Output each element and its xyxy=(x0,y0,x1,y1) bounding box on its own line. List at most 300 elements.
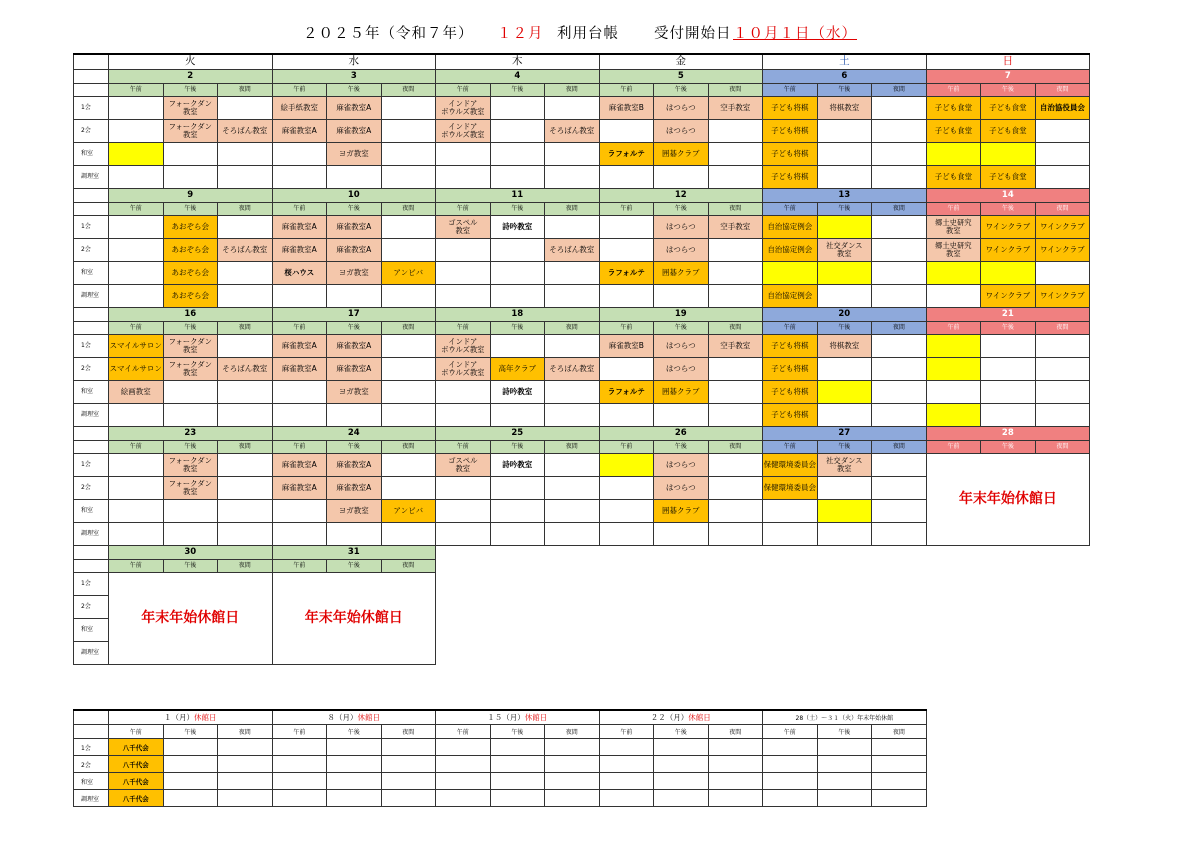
reservation-cell[interactable]: 空手教室 xyxy=(708,335,763,358)
reservation-cell[interactable] xyxy=(654,166,709,189)
reservation-cell[interactable] xyxy=(381,477,436,500)
reservation-cell[interactable] xyxy=(272,285,327,308)
reservation-cell[interactable] xyxy=(272,756,327,773)
reservation-cell[interactable] xyxy=(327,773,382,790)
reservation-cell[interactable] xyxy=(817,477,872,500)
reservation-cell[interactable]: 詩吟教室 xyxy=(490,216,545,239)
reservation-cell[interactable] xyxy=(708,381,763,404)
reservation-cell[interactable] xyxy=(327,166,382,189)
reservation-cell[interactable] xyxy=(708,477,763,500)
reservation-cell[interactable] xyxy=(926,404,981,427)
reservation-cell[interactable] xyxy=(490,143,545,166)
reservation-cell[interactable]: 将棋教室 xyxy=(817,97,872,120)
reservation-cell[interactable] xyxy=(599,216,654,239)
reservation-cell[interactable] xyxy=(436,262,491,285)
reservation-cell[interactable] xyxy=(381,756,436,773)
reservation-cell[interactable]: スマイルサロン xyxy=(109,335,164,358)
reservation-cell[interactable]: はつらつ xyxy=(654,335,709,358)
reservation-cell[interactable] xyxy=(163,790,218,807)
reservation-cell[interactable] xyxy=(708,756,763,773)
reservation-cell[interactable] xyxy=(436,756,491,773)
reservation-cell[interactable] xyxy=(872,239,927,262)
reservation-cell[interactable] xyxy=(490,773,545,790)
reservation-cell[interactable]: そろばん教室 xyxy=(218,239,273,262)
reservation-cell[interactable] xyxy=(545,756,600,773)
reservation-cell[interactable] xyxy=(763,739,818,756)
reservation-cell[interactable]: そろばん教室 xyxy=(545,239,600,262)
reservation-cell[interactable]: 麻雀教室A xyxy=(272,239,327,262)
reservation-cell[interactable] xyxy=(1035,358,1090,381)
reservation-cell[interactable] xyxy=(436,773,491,790)
reservation-cell[interactable] xyxy=(381,166,436,189)
reservation-cell[interactable]: はつらつ xyxy=(654,216,709,239)
reservation-cell[interactable]: 郷土史研究 教室 xyxy=(926,239,981,262)
reservation-cell[interactable]: はつらつ xyxy=(654,358,709,381)
reservation-cell[interactable] xyxy=(599,454,654,477)
reservation-cell[interactable] xyxy=(490,239,545,262)
reservation-cell[interactable] xyxy=(490,523,545,546)
reservation-cell[interactable]: はつらつ xyxy=(654,97,709,120)
reservation-cell[interactable] xyxy=(926,262,981,285)
reservation-cell[interactable]: 囲碁クラブ xyxy=(654,381,709,404)
reservation-cell[interactable] xyxy=(163,739,218,756)
reservation-cell[interactable]: インドア ボウルズ教室 xyxy=(436,120,491,143)
reservation-cell[interactable] xyxy=(708,500,763,523)
reservation-cell[interactable] xyxy=(490,404,545,427)
reservation-cell[interactable]: 麻雀教室A xyxy=(272,477,327,500)
reservation-cell[interactable]: ヨガ教室 xyxy=(327,381,382,404)
reservation-cell[interactable] xyxy=(327,790,382,807)
reservation-cell[interactable] xyxy=(1035,166,1090,189)
reservation-cell[interactable] xyxy=(872,262,927,285)
reservation-cell[interactable] xyxy=(218,523,273,546)
reservation-cell[interactable] xyxy=(599,773,654,790)
reservation-cell[interactable]: 将棋教室 xyxy=(817,335,872,358)
reservation-cell[interactable]: 囲碁クラブ xyxy=(654,143,709,166)
reservation-cell[interactable] xyxy=(817,773,872,790)
reservation-cell[interactable] xyxy=(218,773,273,790)
reservation-cell[interactable] xyxy=(109,120,164,143)
reservation-cell[interactable] xyxy=(599,166,654,189)
reservation-cell[interactable] xyxy=(490,335,545,358)
reservation-cell[interactable] xyxy=(163,500,218,523)
reservation-cell[interactable] xyxy=(872,381,927,404)
reservation-cell[interactable]: 自治協役員会 xyxy=(1035,97,1090,120)
reservation-cell[interactable]: ゴスペル 教室 xyxy=(436,454,491,477)
reservation-cell[interactable] xyxy=(545,216,600,239)
reservation-cell[interactable]: 八千代会 xyxy=(109,739,164,756)
reservation-cell[interactable] xyxy=(490,477,545,500)
reservation-cell[interactable]: 麻雀教室A xyxy=(327,97,382,120)
reservation-cell[interactable] xyxy=(1035,404,1090,427)
reservation-cell[interactable] xyxy=(654,523,709,546)
reservation-cell[interactable] xyxy=(436,239,491,262)
reservation-cell[interactable] xyxy=(381,454,436,477)
reservation-cell[interactable] xyxy=(872,285,927,308)
reservation-cell[interactable]: インドア ボウルズ教室 xyxy=(436,358,491,381)
reservation-cell[interactable]: 詩吟教室 xyxy=(490,381,545,404)
reservation-cell[interactable] xyxy=(817,166,872,189)
reservation-cell[interactable] xyxy=(490,120,545,143)
reservation-cell[interactable] xyxy=(545,262,600,285)
reservation-cell[interactable]: ワインクラブ xyxy=(1035,285,1090,308)
reservation-cell[interactable] xyxy=(381,143,436,166)
reservation-cell[interactable] xyxy=(327,285,382,308)
reservation-cell[interactable] xyxy=(218,262,273,285)
reservation-cell[interactable]: ワインクラブ xyxy=(981,239,1036,262)
reservation-cell[interactable] xyxy=(708,773,763,790)
reservation-cell[interactable]: 自治協定例会 xyxy=(763,239,818,262)
reservation-cell[interactable] xyxy=(981,381,1036,404)
reservation-cell[interactable] xyxy=(926,143,981,166)
reservation-cell[interactable] xyxy=(817,523,872,546)
reservation-cell[interactable] xyxy=(654,404,709,427)
reservation-cell[interactable] xyxy=(872,477,927,500)
reservation-cell[interactable] xyxy=(272,500,327,523)
reservation-cell[interactable] xyxy=(109,262,164,285)
reservation-cell[interactable] xyxy=(708,739,763,756)
reservation-cell[interactable]: フォークダン 教室 xyxy=(163,477,218,500)
reservation-cell[interactable]: ヨガ教室 xyxy=(327,500,382,523)
reservation-cell[interactable] xyxy=(272,773,327,790)
reservation-cell[interactable] xyxy=(926,335,981,358)
reservation-cell[interactable]: 絵手紙教室 xyxy=(272,97,327,120)
reservation-cell[interactable]: 麻雀教室A xyxy=(327,120,382,143)
reservation-cell[interactable] xyxy=(109,454,164,477)
reservation-cell[interactable] xyxy=(1035,335,1090,358)
reservation-cell[interactable] xyxy=(763,756,818,773)
reservation-cell[interactable]: ヨガ教室 xyxy=(327,262,382,285)
reservation-cell[interactable] xyxy=(599,239,654,262)
reservation-cell[interactable] xyxy=(708,404,763,427)
reservation-cell[interactable] xyxy=(708,523,763,546)
reservation-cell[interactable] xyxy=(490,97,545,120)
reservation-cell[interactable] xyxy=(163,166,218,189)
reservation-cell[interactable] xyxy=(218,381,273,404)
reservation-cell[interactable] xyxy=(545,404,600,427)
reservation-cell[interactable]: あおぞら会 xyxy=(163,216,218,239)
reservation-cell[interactable]: 桜ハウス xyxy=(272,262,327,285)
reservation-cell[interactable]: ワインクラブ xyxy=(1035,216,1090,239)
reservation-cell[interactable] xyxy=(218,756,273,773)
reservation-cell[interactable]: 麻雀教室A xyxy=(327,454,382,477)
reservation-cell[interactable] xyxy=(872,404,927,427)
reservation-cell[interactable]: ヨガ教室 xyxy=(327,143,382,166)
reservation-cell[interactable] xyxy=(817,262,872,285)
reservation-cell[interactable] xyxy=(872,523,927,546)
reservation-cell[interactable]: フォークダン 教室 xyxy=(163,358,218,381)
reservation-cell[interactable] xyxy=(109,404,164,427)
reservation-cell[interactable] xyxy=(817,500,872,523)
reservation-cell[interactable] xyxy=(981,143,1036,166)
reservation-cell[interactable] xyxy=(381,358,436,381)
reservation-cell[interactable] xyxy=(109,500,164,523)
reservation-cell[interactable] xyxy=(218,477,273,500)
reservation-cell[interactable]: 麻雀教室A xyxy=(272,120,327,143)
reservation-cell[interactable] xyxy=(218,285,273,308)
reservation-cell[interactable] xyxy=(545,739,600,756)
reservation-cell[interactable] xyxy=(163,381,218,404)
reservation-cell[interactable] xyxy=(872,454,927,477)
reservation-cell[interactable] xyxy=(163,523,218,546)
reservation-cell[interactable] xyxy=(708,454,763,477)
reservation-cell[interactable] xyxy=(763,523,818,546)
reservation-cell[interactable] xyxy=(654,739,709,756)
reservation-cell[interactable] xyxy=(763,790,818,807)
reservation-cell[interactable]: 自治協定例会 xyxy=(763,216,818,239)
reservation-cell[interactable] xyxy=(272,790,327,807)
reservation-cell[interactable] xyxy=(872,143,927,166)
reservation-cell[interactable]: 子ども食堂 xyxy=(981,166,1036,189)
reservation-cell[interactable] xyxy=(545,523,600,546)
reservation-cell[interactable] xyxy=(490,285,545,308)
reservation-cell[interactable]: 麻雀教室A xyxy=(327,358,382,381)
reservation-cell[interactable]: フォークダン 教室 xyxy=(163,335,218,358)
reservation-cell[interactable] xyxy=(381,335,436,358)
reservation-cell[interactable] xyxy=(272,166,327,189)
reservation-cell[interactable] xyxy=(599,404,654,427)
reservation-cell[interactable] xyxy=(109,285,164,308)
reservation-cell[interactable] xyxy=(708,120,763,143)
reservation-cell[interactable]: フォークダン 教室 xyxy=(163,120,218,143)
reservation-cell[interactable] xyxy=(872,166,927,189)
reservation-cell[interactable] xyxy=(654,756,709,773)
reservation-cell[interactable] xyxy=(545,454,600,477)
reservation-cell[interactable] xyxy=(926,381,981,404)
reservation-cell[interactable]: 社交ダンス 教室 xyxy=(817,454,872,477)
reservation-cell[interactable]: はつらつ xyxy=(654,454,709,477)
reservation-cell[interactable] xyxy=(109,239,164,262)
reservation-cell[interactable] xyxy=(490,500,545,523)
reservation-cell[interactable] xyxy=(327,756,382,773)
reservation-cell[interactable] xyxy=(599,756,654,773)
reservation-cell[interactable] xyxy=(327,739,382,756)
reservation-cell[interactable] xyxy=(708,143,763,166)
reservation-cell[interactable]: フォークダン 教室 xyxy=(163,454,218,477)
reservation-cell[interactable]: アンビバ xyxy=(381,262,436,285)
reservation-cell[interactable] xyxy=(599,790,654,807)
reservation-cell[interactable] xyxy=(218,790,273,807)
reservation-cell[interactable] xyxy=(381,381,436,404)
reservation-cell[interactable]: 子ども将棋 xyxy=(763,143,818,166)
reservation-cell[interactable]: アンビバ xyxy=(381,500,436,523)
reservation-cell[interactable] xyxy=(163,756,218,773)
reservation-cell[interactable] xyxy=(872,97,927,120)
reservation-cell[interactable] xyxy=(1035,262,1090,285)
reservation-cell[interactable] xyxy=(490,166,545,189)
reservation-cell[interactable]: 保健環境委員会 xyxy=(763,454,818,477)
reservation-cell[interactable]: 子ども食堂 xyxy=(981,120,1036,143)
reservation-cell[interactable]: 空手教室 xyxy=(708,97,763,120)
reservation-cell[interactable]: そろばん教室 xyxy=(545,120,600,143)
reservation-cell[interactable] xyxy=(490,756,545,773)
reservation-cell[interactable] xyxy=(109,523,164,546)
reservation-cell[interactable] xyxy=(381,97,436,120)
reservation-cell[interactable] xyxy=(708,239,763,262)
reservation-cell[interactable]: 八千代会 xyxy=(109,773,164,790)
reservation-cell[interactable] xyxy=(817,381,872,404)
reservation-cell[interactable] xyxy=(490,739,545,756)
reservation-cell[interactable]: ワインクラブ xyxy=(1035,239,1090,262)
reservation-cell[interactable] xyxy=(163,404,218,427)
reservation-cell[interactable] xyxy=(218,404,273,427)
reservation-cell[interactable] xyxy=(545,166,600,189)
reservation-cell[interactable] xyxy=(817,756,872,773)
reservation-cell[interactable] xyxy=(436,523,491,546)
reservation-cell[interactable] xyxy=(218,454,273,477)
reservation-cell[interactable] xyxy=(545,773,600,790)
reservation-cell[interactable]: 子ども食堂 xyxy=(981,97,1036,120)
reservation-cell[interactable] xyxy=(981,262,1036,285)
reservation-cell[interactable] xyxy=(926,285,981,308)
reservation-cell[interactable] xyxy=(272,404,327,427)
reservation-cell[interactable] xyxy=(109,166,164,189)
reservation-cell[interactable]: 保健環境委員会 xyxy=(763,477,818,500)
reservation-cell[interactable] xyxy=(981,335,1036,358)
reservation-cell[interactable] xyxy=(381,739,436,756)
reservation-cell[interactable] xyxy=(436,285,491,308)
reservation-cell[interactable] xyxy=(763,500,818,523)
reservation-cell[interactable] xyxy=(599,120,654,143)
reservation-cell[interactable] xyxy=(763,262,818,285)
reservation-cell[interactable]: ラフォルテ xyxy=(599,143,654,166)
reservation-cell[interactable] xyxy=(381,523,436,546)
reservation-cell[interactable]: 子ども食堂 xyxy=(926,97,981,120)
reservation-cell[interactable] xyxy=(708,166,763,189)
reservation-cell[interactable] xyxy=(599,500,654,523)
reservation-cell[interactable] xyxy=(654,790,709,807)
reservation-cell[interactable] xyxy=(599,358,654,381)
reservation-cell[interactable] xyxy=(218,335,273,358)
reservation-cell[interactable]: フォークダン 教室 xyxy=(163,97,218,120)
reservation-cell[interactable]: 子ども将棋 xyxy=(763,166,818,189)
reservation-cell[interactable] xyxy=(817,216,872,239)
reservation-cell[interactable]: 囲碁クラブ xyxy=(654,500,709,523)
reservation-cell[interactable] xyxy=(872,500,927,523)
reservation-cell[interactable]: そろばん教室 xyxy=(545,358,600,381)
reservation-cell[interactable]: あおぞら会 xyxy=(163,285,218,308)
reservation-cell[interactable] xyxy=(218,216,273,239)
reservation-cell[interactable]: あおぞら会 xyxy=(163,239,218,262)
reservation-cell[interactable]: 子ども食堂 xyxy=(926,166,981,189)
reservation-cell[interactable] xyxy=(381,773,436,790)
reservation-cell[interactable] xyxy=(872,739,927,756)
reservation-cell[interactable]: ラフォルテ xyxy=(599,381,654,404)
reservation-cell[interactable]: 子ども将棋 xyxy=(763,381,818,404)
reservation-cell[interactable] xyxy=(109,143,164,166)
reservation-cell[interactable]: 高年クラブ xyxy=(490,358,545,381)
reservation-cell[interactable] xyxy=(545,335,600,358)
reservation-cell[interactable]: 子ども食堂 xyxy=(926,120,981,143)
reservation-cell[interactable] xyxy=(599,285,654,308)
reservation-cell[interactable] xyxy=(545,477,600,500)
reservation-cell[interactable] xyxy=(817,358,872,381)
reservation-cell[interactable] xyxy=(381,285,436,308)
reservation-cell[interactable]: 麻雀教室A xyxy=(327,216,382,239)
reservation-cell[interactable]: 郷土史研究 教室 xyxy=(926,216,981,239)
reservation-cell[interactable]: あおぞら会 xyxy=(163,262,218,285)
reservation-cell[interactable] xyxy=(381,120,436,143)
reservation-cell[interactable]: はつらつ xyxy=(654,120,709,143)
reservation-cell[interactable]: そろばん教室 xyxy=(218,358,273,381)
reservation-cell[interactable] xyxy=(381,216,436,239)
reservation-cell[interactable]: はつらつ xyxy=(654,477,709,500)
reservation-cell[interactable] xyxy=(272,143,327,166)
reservation-cell[interactable]: ワインクラブ xyxy=(981,216,1036,239)
reservation-cell[interactable] xyxy=(436,500,491,523)
reservation-cell[interactable] xyxy=(708,262,763,285)
reservation-cell[interactable] xyxy=(436,790,491,807)
reservation-cell[interactable]: 麻雀教室B xyxy=(599,335,654,358)
reservation-cell[interactable] xyxy=(436,143,491,166)
reservation-cell[interactable]: インドア ボウルズ教室 xyxy=(436,97,491,120)
reservation-cell[interactable] xyxy=(708,285,763,308)
reservation-cell[interactable] xyxy=(163,773,218,790)
reservation-cell[interactable]: 子ども将棋 xyxy=(763,404,818,427)
reservation-cell[interactable] xyxy=(109,97,164,120)
reservation-cell[interactable]: 子ども将棋 xyxy=(763,358,818,381)
reservation-cell[interactable] xyxy=(490,262,545,285)
reservation-cell[interactable] xyxy=(109,216,164,239)
reservation-cell[interactable] xyxy=(545,97,600,120)
reservation-cell[interactable]: 社交ダンス 教室 xyxy=(817,239,872,262)
reservation-cell[interactable] xyxy=(218,739,273,756)
reservation-cell[interactable] xyxy=(436,404,491,427)
reservation-cell[interactable] xyxy=(545,790,600,807)
reservation-cell[interactable] xyxy=(1035,143,1090,166)
reservation-cell[interactable]: 子ども将棋 xyxy=(763,335,818,358)
reservation-cell[interactable] xyxy=(218,166,273,189)
reservation-cell[interactable]: 自治協定例会 xyxy=(763,285,818,308)
reservation-cell[interactable]: 麻雀教室A xyxy=(327,335,382,358)
reservation-cell[interactable] xyxy=(436,381,491,404)
reservation-cell[interactable]: 八千代会 xyxy=(109,790,164,807)
reservation-cell[interactable]: 詩吟教室 xyxy=(490,454,545,477)
reservation-cell[interactable] xyxy=(1035,381,1090,404)
reservation-cell[interactable] xyxy=(218,97,273,120)
reservation-cell[interactable]: 空手教室 xyxy=(708,216,763,239)
reservation-cell[interactable]: スマイルサロン xyxy=(109,358,164,381)
reservation-cell[interactable] xyxy=(545,285,600,308)
reservation-cell[interactable]: 八千代会 xyxy=(109,756,164,773)
reservation-cell[interactable] xyxy=(436,477,491,500)
reservation-cell[interactable] xyxy=(817,143,872,166)
reservation-cell[interactable] xyxy=(272,739,327,756)
reservation-cell[interactable] xyxy=(708,358,763,381)
reservation-cell[interactable] xyxy=(381,404,436,427)
reservation-cell[interactable]: 絵画教室 xyxy=(109,381,164,404)
reservation-cell[interactable]: 子ども将棋 xyxy=(763,120,818,143)
reservation-cell[interactable] xyxy=(981,358,1036,381)
reservation-cell[interactable] xyxy=(599,477,654,500)
reservation-cell[interactable] xyxy=(872,358,927,381)
reservation-cell[interactable]: そろばん教室 xyxy=(218,120,273,143)
reservation-cell[interactable] xyxy=(872,120,927,143)
reservation-cell[interactable] xyxy=(654,773,709,790)
reservation-cell[interactable] xyxy=(163,143,218,166)
reservation-cell[interactable] xyxy=(218,500,273,523)
reservation-cell[interactable] xyxy=(817,739,872,756)
reservation-cell[interactable] xyxy=(872,773,927,790)
reservation-cell[interactable] xyxy=(545,500,600,523)
reservation-cell[interactable] xyxy=(545,381,600,404)
reservation-cell[interactable]: 麻雀教室A xyxy=(272,454,327,477)
reservation-cell[interactable] xyxy=(218,143,273,166)
reservation-cell[interactable]: 麻雀教室A xyxy=(327,477,382,500)
reservation-cell[interactable] xyxy=(872,790,927,807)
reservation-cell[interactable]: 麻雀教室A xyxy=(272,358,327,381)
reservation-cell[interactable]: インドア ボウルズ教室 xyxy=(436,335,491,358)
